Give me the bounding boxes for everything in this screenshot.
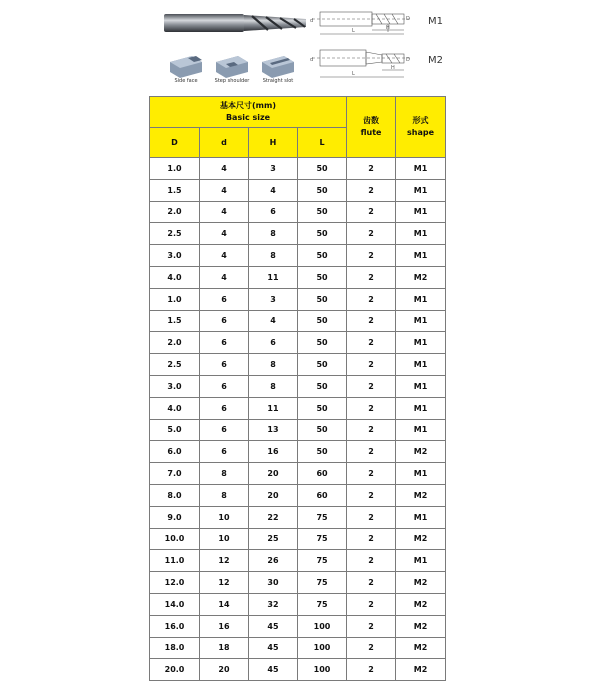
cell-L: 75	[298, 593, 347, 615]
cell-flute: 2	[347, 572, 396, 594]
table-row	[150, 397, 446, 419]
cell-d: 10	[200, 528, 249, 550]
cell-d: 6	[200, 354, 249, 376]
cell-flute: 2	[347, 419, 396, 441]
cell-shape: M2	[396, 484, 446, 506]
cell-L: 50	[298, 288, 347, 310]
dim-D-m1: D	[406, 16, 410, 22]
cell-H: 32	[249, 593, 298, 615]
drawing-m1	[310, 12, 412, 34]
cell-H: 11	[249, 266, 298, 288]
cell-L: 50	[298, 310, 347, 332]
cell-shape: M2	[396, 528, 446, 550]
table-row	[150, 463, 446, 485]
cell-L: 50	[298, 332, 347, 354]
cell-D: 20.0	[150, 659, 200, 681]
end-mill-image	[160, 3, 310, 45]
cell-d: 4	[200, 179, 249, 201]
dim-d-m1: d	[310, 18, 314, 24]
cell-flute: 2	[347, 201, 396, 223]
cell-L: 50	[298, 419, 347, 441]
cell-D: 1.5	[150, 310, 200, 332]
cell-d: 4	[200, 158, 249, 180]
end-mill-photo	[160, 3, 310, 45]
cell-shape: M1	[396, 419, 446, 441]
m1-label: M1	[428, 16, 443, 27]
dim-d-m2: d	[310, 57, 314, 63]
table-row	[150, 528, 446, 550]
cell-shape: M1	[396, 288, 446, 310]
cell-flute: 2	[347, 637, 396, 659]
table-row	[150, 266, 446, 288]
cell-shape: M2	[396, 637, 446, 659]
cell-H: 30	[249, 572, 298, 594]
cell-d: 6	[200, 441, 249, 463]
cell-shape: M1	[396, 354, 446, 376]
table-row	[150, 659, 446, 681]
dim-H-m1: H	[386, 25, 390, 31]
application-icons	[166, 52, 306, 92]
cell-D: 3.0	[150, 375, 200, 397]
cell-flute: 2	[347, 332, 396, 354]
cell-flute: 2	[347, 441, 396, 463]
cell-D: 2.5	[150, 354, 200, 376]
cell-H: 4	[249, 310, 298, 332]
m2-label: M2	[428, 55, 443, 66]
cell-d: 4	[200, 201, 249, 223]
spec-table	[149, 96, 446, 681]
cell-d: 12	[200, 550, 249, 572]
table-row	[150, 201, 446, 223]
cell-D: 1.0	[150, 288, 200, 310]
cell-shape: M2	[396, 593, 446, 615]
product-illustration	[0, 0, 600, 92]
technical-drawings	[308, 6, 420, 81]
cell-D: 2.0	[150, 332, 200, 354]
spec-table-body	[150, 158, 446, 681]
table-row	[150, 637, 446, 659]
cell-L: 50	[298, 375, 347, 397]
cell-flute: 2	[347, 528, 396, 550]
dim-L-m1: L	[352, 28, 355, 34]
flute-header-cn: 齿数	[363, 116, 380, 125]
cell-L: 75	[298, 572, 347, 594]
basic-size-header-cn: 基本尺寸(mm)	[220, 101, 277, 110]
cell-shape: M1	[396, 463, 446, 485]
cell-shape: M1	[396, 201, 446, 223]
cell-H: 6	[249, 201, 298, 223]
side-face-label: Side face	[174, 78, 198, 84]
table-row	[150, 375, 446, 397]
cell-d: 4	[200, 245, 249, 267]
table-row	[150, 615, 446, 637]
cell-d: 6	[200, 375, 249, 397]
cell-L: 75	[298, 506, 347, 528]
cell-shape: M2	[396, 659, 446, 681]
table-row	[150, 419, 446, 441]
cell-H: 20	[249, 484, 298, 506]
cell-d: 4	[200, 266, 249, 288]
cell-flute: 2	[347, 550, 396, 572]
cell-L: 50	[298, 158, 347, 180]
cell-d: 18	[200, 637, 249, 659]
cell-L: 50	[298, 441, 347, 463]
table-row	[150, 550, 446, 572]
cell-flute: 2	[347, 266, 396, 288]
shape-header-cn: 形式	[412, 116, 429, 125]
cell-D: 9.0	[150, 506, 200, 528]
table-row	[150, 354, 446, 376]
cell-H: 45	[249, 659, 298, 681]
cell-D: 10.0	[150, 528, 200, 550]
cell-H: 13	[249, 419, 298, 441]
cell-shape: M1	[396, 332, 446, 354]
cell-H: 25	[249, 528, 298, 550]
cell-d: 8	[200, 484, 249, 506]
cell-D: 2.0	[150, 201, 200, 223]
table-row	[150, 158, 446, 180]
cell-D: 18.0	[150, 637, 200, 659]
table-row	[150, 484, 446, 506]
cell-H: 16	[249, 441, 298, 463]
cell-flute: 2	[347, 288, 396, 310]
cell-flute: 2	[347, 506, 396, 528]
cell-shape: M1	[396, 550, 446, 572]
table-row	[150, 332, 446, 354]
cell-shape: M1	[396, 223, 446, 245]
cell-shape: M2	[396, 266, 446, 288]
column-header-d: d	[200, 128, 249, 158]
table-row	[150, 572, 446, 594]
cell-d: 6	[200, 332, 249, 354]
cell-H: 8	[249, 375, 298, 397]
cell-d: 10	[200, 506, 249, 528]
cell-shape: M1	[396, 245, 446, 267]
column-header-L: L	[298, 128, 347, 158]
cell-D: 4.0	[150, 397, 200, 419]
step-shoulder-label: Step shoulder	[214, 78, 250, 84]
column-header-H: H	[249, 128, 298, 158]
cell-L: 50	[298, 397, 347, 419]
cell-L: 100	[298, 637, 347, 659]
cell-flute: 2	[347, 593, 396, 615]
table-row	[150, 441, 446, 463]
cell-H: 45	[249, 615, 298, 637]
cell-L: 50	[298, 245, 347, 267]
cell-flute: 2	[347, 158, 396, 180]
cell-L: 75	[298, 528, 347, 550]
shape-header	[396, 97, 446, 158]
cell-D: 3.0	[150, 245, 200, 267]
cell-D: 12.0	[150, 572, 200, 594]
cell-D: 5.0	[150, 419, 200, 441]
cell-flute: 2	[347, 484, 396, 506]
cell-H: 45	[249, 637, 298, 659]
cell-D: 16.0	[150, 615, 200, 637]
column-header-D: D	[150, 128, 200, 158]
cell-H: 8	[249, 354, 298, 376]
straight-slot-icon	[258, 52, 298, 90]
straight-slot-label: Straight slot	[262, 78, 294, 84]
cell-L: 100	[298, 659, 347, 681]
cell-D: 1.5	[150, 179, 200, 201]
flute-header	[347, 97, 396, 158]
cell-flute: 2	[347, 245, 396, 267]
cell-L: 50	[298, 201, 347, 223]
cell-d: 14	[200, 593, 249, 615]
cell-flute: 2	[347, 223, 396, 245]
cell-H: 3	[249, 158, 298, 180]
table-row	[150, 179, 446, 201]
cell-flute: 2	[347, 310, 396, 332]
cell-H: 26	[249, 550, 298, 572]
cell-L: 50	[298, 223, 347, 245]
cell-shape: M1	[396, 158, 446, 180]
cell-D: 11.0	[150, 550, 200, 572]
flute-header-en: flute	[360, 128, 382, 137]
cell-L: 100	[298, 615, 347, 637]
cell-D: 8.0	[150, 484, 200, 506]
cell-d: 20	[200, 659, 249, 681]
cell-shape: M1	[396, 179, 446, 201]
cell-L: 75	[298, 550, 347, 572]
cell-H: 4	[249, 179, 298, 201]
cell-D: 1.0	[150, 158, 200, 180]
cell-D: 14.0	[150, 593, 200, 615]
cell-shape: M2	[396, 441, 446, 463]
dim-H-m2: H	[391, 65, 395, 71]
cell-H: 8	[249, 245, 298, 267]
cell-flute: 2	[347, 354, 396, 376]
cell-d: 6	[200, 397, 249, 419]
drawing-m2	[310, 50, 412, 77]
cell-shape: M2	[396, 572, 446, 594]
cell-H: 22	[249, 506, 298, 528]
dim-D-m2: D	[406, 57, 410, 63]
cell-L: 50	[298, 354, 347, 376]
cell-d: 6	[200, 310, 249, 332]
cell-D: 2.5	[150, 223, 200, 245]
cell-H: 8	[249, 223, 298, 245]
basic-size-header	[150, 97, 347, 128]
table-row	[150, 506, 446, 528]
cell-H: 6	[249, 332, 298, 354]
step-shoulder-icon	[212, 52, 252, 90]
cell-flute: 2	[347, 397, 396, 419]
basic-size-header-en: Basic size	[225, 113, 271, 122]
cell-flute: 2	[347, 659, 396, 681]
cell-d: 6	[200, 288, 249, 310]
cell-L: 50	[298, 266, 347, 288]
table-row	[150, 310, 446, 332]
cell-shape: M1	[396, 506, 446, 528]
cell-d: 4	[200, 223, 249, 245]
cell-L: 50	[298, 179, 347, 201]
shape-header-en: shape	[407, 128, 435, 137]
cell-shape: M1	[396, 375, 446, 397]
table-row	[150, 245, 446, 267]
cell-shape: M2	[396, 615, 446, 637]
cell-shape: M1	[396, 310, 446, 332]
cell-H: 3	[249, 288, 298, 310]
cell-shape: M1	[396, 397, 446, 419]
cell-d: 12	[200, 572, 249, 594]
cell-D: 7.0	[150, 463, 200, 485]
cell-H: 20	[249, 463, 298, 485]
cell-D: 4.0	[150, 266, 200, 288]
table-row	[150, 288, 446, 310]
cell-L: 60	[298, 463, 347, 485]
cell-H: 11	[249, 397, 298, 419]
cell-d: 8	[200, 463, 249, 485]
cell-d: 6	[200, 419, 249, 441]
cell-flute: 2	[347, 375, 396, 397]
cell-flute: 2	[347, 615, 396, 637]
cell-flute: 2	[347, 179, 396, 201]
cell-flute: 2	[347, 463, 396, 485]
table-row	[150, 593, 446, 615]
side-face-icon	[166, 52, 206, 90]
cell-D: 6.0	[150, 441, 200, 463]
dim-L-m2: L	[352, 71, 355, 77]
table-row	[150, 223, 446, 245]
cell-d: 16	[200, 615, 249, 637]
cell-L: 60	[298, 484, 347, 506]
